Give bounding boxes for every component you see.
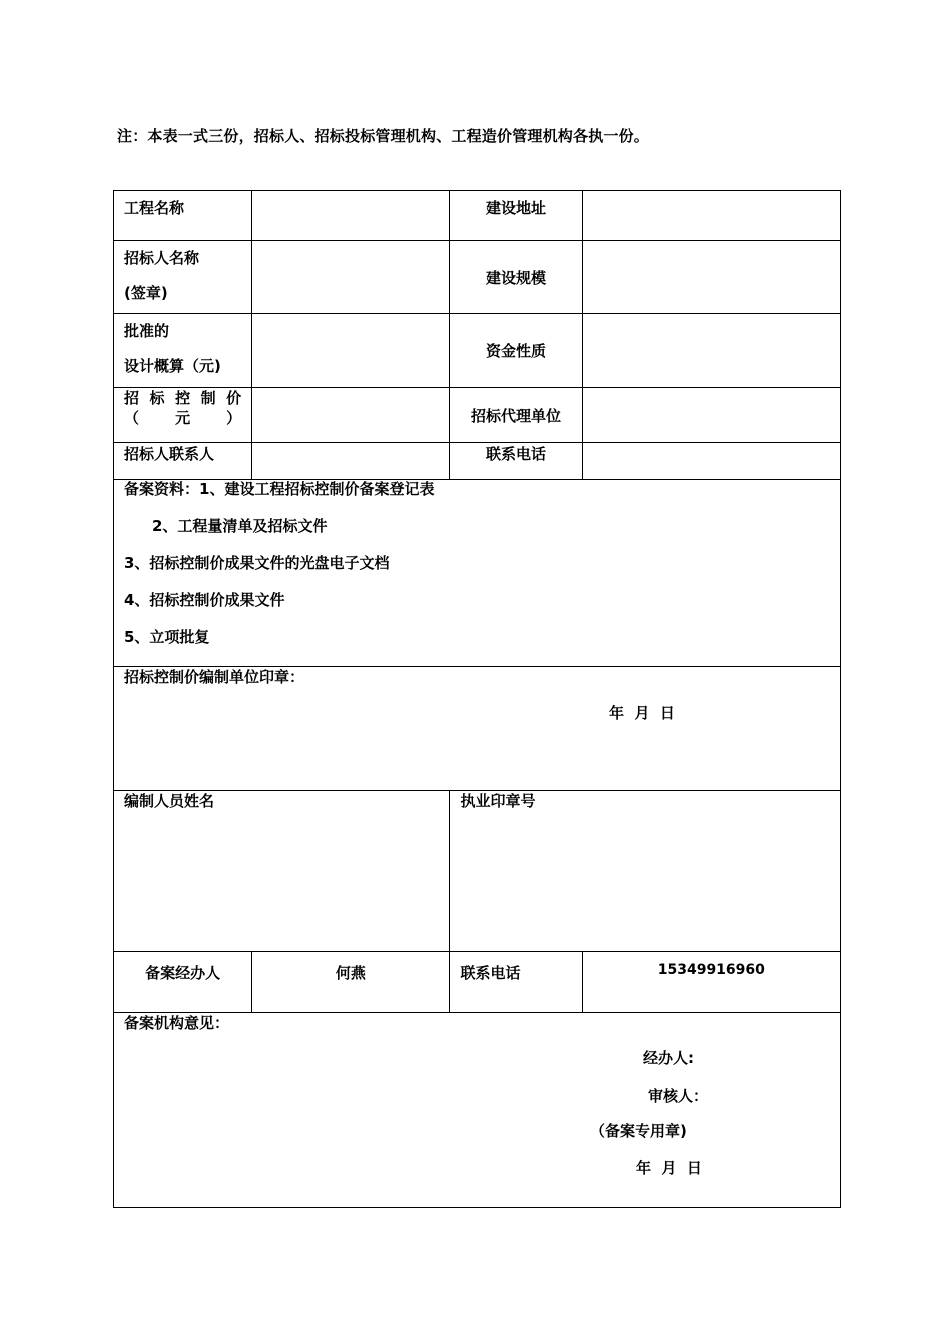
opinion-stamp: （备案专用章)	[590, 1122, 687, 1140]
opinion-reviewer: 审核人：	[648, 1087, 709, 1105]
budget-label-line1: 批准的	[124, 322, 170, 340]
phone-label: 联系电话	[450, 443, 582, 480]
project-name-field[interactable]	[252, 191, 450, 241]
materials-cell	[114, 480, 841, 667]
row-control-price	[114, 388, 841, 443]
contact-label: 招标人联系人	[114, 443, 252, 480]
row-materials	[114, 480, 841, 667]
row-contact	[114, 443, 841, 480]
control-price-label: 招 标 控 制 价（元）	[114, 388, 252, 443]
control-price-field[interactable]	[252, 388, 450, 443]
scale-label: 建设规模	[450, 241, 582, 314]
filing-form-table	[113, 190, 841, 1208]
form-note: 注：本表一式三份，招标人、招标投标管理机构、工程造价管理机构各执一份。	[117, 127, 650, 145]
row-seal	[114, 667, 841, 791]
seal-cell	[114, 667, 841, 791]
address-field[interactable]	[582, 191, 840, 241]
seal-label: 招标控制价编制单位印章：	[124, 668, 305, 686]
handler-label: 备案经办人	[114, 952, 252, 1013]
opinion-label: 备案机构意见：	[124, 1014, 230, 1032]
tenderer-label	[114, 241, 252, 314]
tenderer-label-line2: (签章)	[124, 284, 168, 302]
phone-field[interactable]	[582, 443, 840, 480]
compiler-name-label: 编制人员姓名	[114, 791, 450, 952]
opinion-date: 年 月 日	[636, 1159, 702, 1177]
row-budget	[114, 314, 841, 388]
budget-field[interactable]	[252, 314, 450, 388]
material-item-3: 3、招标控制价成果文件的光盘电子文档	[124, 554, 390, 572]
material-item-4: 4、招标控制价成果文件	[124, 591, 285, 609]
material-item-2: 2、工程量清单及招标文件	[152, 517, 328, 535]
material-item-1: 备案资料：1、建设工程招标控制价备案登记表	[124, 480, 435, 498]
handler-phone-label: 联系电话	[450, 952, 582, 1013]
fund-label: 资金性质	[450, 314, 582, 388]
row-compiler	[114, 791, 841, 952]
scale-field[interactable]	[582, 241, 840, 314]
opinion-cell	[114, 1013, 841, 1208]
tenderer-field[interactable]	[252, 241, 450, 314]
contact-field[interactable]	[252, 443, 450, 480]
handler-phone: 15349916960	[582, 952, 840, 1013]
budget-label-line2: 设计概算（元)	[124, 357, 221, 375]
material-item-5: 5、立项批复	[124, 628, 210, 646]
row-opinion	[114, 1013, 841, 1208]
opinion-handler: 经办人:	[643, 1049, 694, 1067]
address-label: 建设地址	[450, 191, 582, 241]
tenderer-label-line1: 招标人名称	[124, 249, 200, 267]
agency-label: 招标代理单位	[450, 388, 582, 443]
seal-date: 年 月 日	[609, 704, 675, 722]
fund-field[interactable]	[582, 314, 840, 388]
budget-label	[114, 314, 252, 388]
row-handler	[114, 952, 841, 1013]
agency-field[interactable]	[582, 388, 840, 443]
project-name-label: 工程名称	[114, 191, 252, 241]
row-tenderer	[114, 241, 841, 314]
handler-name: 何燕	[252, 952, 450, 1013]
stamp-number-label: 执业印章号	[450, 791, 841, 952]
row-project-name	[114, 191, 841, 241]
